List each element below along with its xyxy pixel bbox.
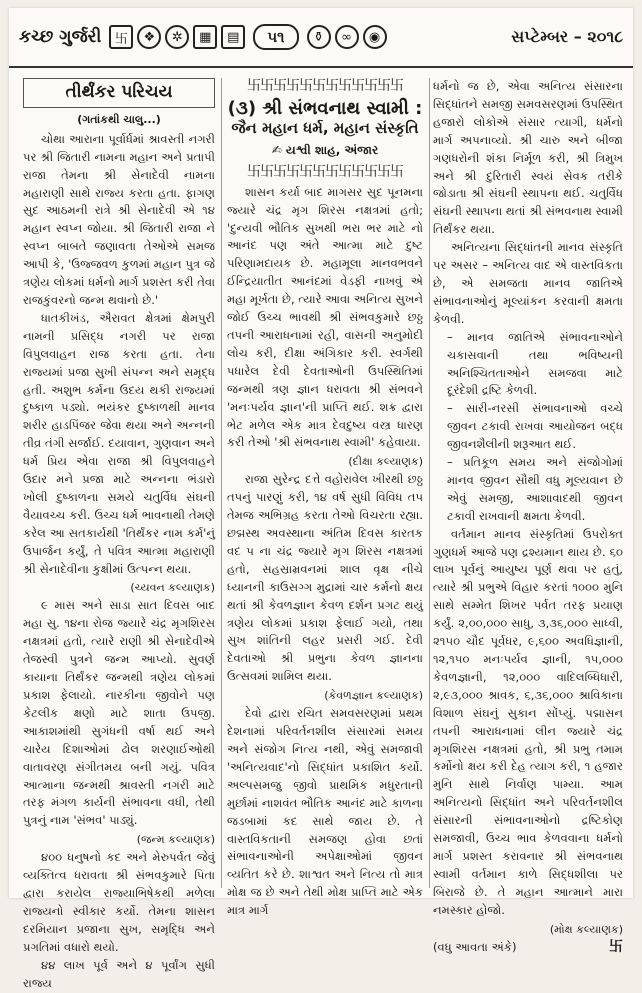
- paragraph: ચોથા આરાના પૂર્વાર્ધમાં શ્રાવસ્તી નગરી પર શ્રી જિતારી નામના મહાન અને પ્રતાપી રાજા તેમના શ્રી સેનાદેવી નામના મહારાણી સાથે રાજ્ય કરતા હતા. ફાગણ સુદ આઠમની રાત્રે શ્રી સેનાદેવી એ ૧૪ મહાન સ્વપ્ન જોયા. શ્રી જિતારી રાજા ને સ્વપ્ન બાબતે જણાવતા તેઓએ સમજ આપી કે, 'ઉજ્જવળ કુળમાં મહાન પુત્ર જે ત્રણેય લોકમાં ધર્મનો માર્ગ પ્રશસ્ત કરી તેવા રાજકુંવરનો જન્મ થવાનો છે.': [23, 131, 215, 307]
- paragraph: શાસન કર્યા બાદ માગસર સુદ પૂનમના જ્યારે ચંદ્ર મૃગ શિરસ નક્ષત્રમાં હતો; 'દુન્યવી ભૌતિક સુખથી ભરા ભર માટે નો આનંદ પણ અંતે આત્મા માટે દુષ્ટ પરિણામદાયક છે. મહામૂલા માનવભવને ઈન્દ્રિયાતીત આનંદમાં વેડફી નાખવું એ મહા મૂર્ખતા છે, ત્યારે આવા અનિત્ય સુખને જોઈ ઉચ્ચ ભાવથી શ્રી સંભવકુમારે છઠ્ઠ તપની આરાધનામાં રહી, વાસની અનુમોદી લોચ કરી, દીક્ષા અંગિકાર કરી. સ્વર્ગથી પધારેલ દેવી દેવતાઓની ઉપસ્થિતિમાં જન્મથી ત્રણ જ્ઞાન ધરાવતા શ્રી સંભવને 'મનઃપર્યવ જ્ઞાન'ની પ્રાપ્તિ થઈ. શક્ર દ્વારા ભેટ મળેલ એક માત્ર દેવદુષ્ય વસ્ત્ર ધારણ કરી તેઓ 'શ્રી સંભવનાથ સ્વામી' કહેવાયા.: [227, 184, 423, 450]
- kalyanak-heading: (દીક્ષા કલ્યાણક): [348, 455, 423, 469]
- swastika-border-bottom: 卐卐卐卐卐卐卐卐卐卐卐卐: [247, 163, 403, 180]
- author-name: યશ્વી શાહ, અંજાર: [285, 142, 379, 157]
- kalyanak-heading: (મોક્ષ કલ્યાણક): [549, 922, 623, 936]
- page-number: ૫૧: [253, 24, 298, 50]
- paragraph: ૪૪ લાખ પૂર્વ અને ૪ પૂર્વાંગ સુધી રાજ્ય: [23, 957, 215, 990]
- fish-pair-icon: ∞: [335, 25, 359, 49]
- paragraph: દેવો દ્વારા રચિત સમવસરણમાં પ્રથમ દેશનામાં પરિવર્તનશીલ સંસારમાં સમય અને સંજોગ નિત્ય નથી, એવું સમજાવી 'અનિત્યવાદ'નો સિદ્ધાંત પ્રકાશિત કર્યો. અલ્પસમજુ જીવો પ્રાથમિક મધુરતાની મુર્છામાં નાશવંત ભૌતિક આનંદ માટે કાળના જડબામાં કદ સાથે જાય છે. તે વાસ્તવિકતાની સમજણ હોવા છતાં સંભાવનાઓની અપેક્ષાઓમાં જીવન વ્યતિત કરે છે. શાશ્વત અને નિત્ય તો માત્ર મોક્ષ જ છે અને તેથી મોક્ષ પ્રાપ્તિ માટે એક માત્ર માર્ગ: [227, 706, 423, 918]
- column-1: [23, 78, 215, 993]
- bhadrasan-icon: ▤: [221, 25, 245, 49]
- pen-icon: ✍: [271, 142, 282, 157]
- kalyanak-heading: (જન્મ કલ્યાણક): [136, 833, 215, 847]
- auspicious-symbols-strip: [109, 24, 505, 50]
- list-item: – માનવ જાતિએ સંભાવનાઓને ચકાસવાની તથા ભવિષ્યની અનિશ્ચિતતાઓને સમજવા માટે દૂરંદેશી દ્રષ્ટિ કેળવી.: [447, 329, 623, 398]
- page-header: [9, 8, 633, 68]
- column-3: [433, 78, 623, 957]
- paragraph: અનિત્યના સિદ્ધાંતની માનવ સંસ્કૃતિ પર અસર – અનિત્ય વાદ એ વાસ્તવિકતા છે, એ સમજતા માનવ જાતિએ સંભાવનાઓનું મૂલ્યાંકન કરવાની ક્ષમતા કેળવી.: [433, 240, 623, 326]
- continued-note: (ગતાંકથી ચાલુ...): [77, 112, 161, 126]
- to-be-continued: (વધુ આવતા અંકે): [433, 939, 517, 954]
- section-title-box: તીર્થંકર પરિચય: [23, 78, 215, 108]
- paragraph: વર્તમાન માનવ સંસ્કૃતિમાં ઉપરોક્ત ગુણધર્મ આજે પણ દ્રશ્યમાન થાય છે. ૬૦ લાખ પૂર્વનું આયુષ્ય પૂર્ણ થવા પર હતું, ત્યારે શ્રી પ્રભુએ વિહાર કરતાં ૧૦૦૦ મુનિ સાથે સમ્મેત શિખર પર્વત તરફ પ્રયાણ કર્યું. ૨,૦૦,૦૦૦ સાધુ, ૩,૩૬,૦૦૦ સાધ્વી, ૨૧૫૦ ચૌદ પૂર્વધર, ૯,૬૦૦ અવધિજ્ઞાની, ૧૨,૧૫૦ મનઃપર્યવ જ્ઞાની, ૧૫,૦૦૦ કેવળજ્ઞાની, ૧૨,૦૦૦ વાદિલબ્ધિધારી, ૨,૯૩,૦૦૦ શ્રાવક, ૬,૩૬,૦૦૦ શ્રાવિકાના વિશાળ સંઘનું સુકાન સોંપ્યું. પદ્માસન તપની આરાધનામાં લીન જ્યારે ચંદ્ર મૃગશિરસ નક્ષત્રમાં હતો, શ્રી પ્રભુ તમામ કર્મોનો ક્ષય કરી દેહ ત્યાગ કરી, ૧ હજાર મુનિ સાથે નિર્વાણ પામ્યા. આમ અનિત્યનો સિદ્ધાંત અને પરિવર્તનશીલ સંસારની સંભાવનાઓનો દ્રષ્ટિકોણ સમજાવી, ઉચ્ચ ભાવ કેળવવાના ધર્મનો માર્ગ પ્રશસ્ત કરાવનાર શ્રી સંભવનાથ સ્વામી વર્તમાન કાળે સિદ્ધશીલા પર બિરાજે છે. તે મહાન આત્માને મારા નમસ્કાર હોજો.: [433, 526, 623, 917]
- magazine-page: [9, 8, 633, 990]
- column-2: [227, 78, 423, 920]
- article-subtitle: જૈન મહાન ધર્મ, મહાન સંસ્કૃતિ: [231, 118, 419, 137]
- list-item: – પ્રતિકૂળ સમય અને સંજોગોમાં માનવ જીવન સૌથી વધુ મૂલ્યવાન છે એવું સમજી, આશાવાદથી જીવન ટકાવી રાખવાની ક્ષમતા કેળવી.: [447, 455, 623, 523]
- srivatsa-icon: ❖: [137, 25, 161, 49]
- paragraph: ૪૦૦ ધનુષનો કદ અને મેરુપર્વત જેવું વ્યક્તિત્વ ધરાવતા શ્રી સંભવકુમારે પિતા દ્વારા કરાયેલ રાજ્યાભિષેકથી મળેલા રાજ્યનો સ્વીકાર કર્યો. તેમના શાસન દરમિયાન પ્રજાના સુખ, સમૃદ્ધિ અને પ્રગતિમાં વધારો થયો.: [23, 850, 215, 954]
- kalyanak-heading: (ચ્યવન કલ્યાણક): [130, 581, 215, 595]
- swastika-icon: 卐: [109, 25, 133, 49]
- nandyavart-icon: ✲: [165, 25, 189, 49]
- mirror-icon: ◉: [363, 25, 387, 49]
- issue-date: સપ્ટેમ્બર – ૨૦૧૮: [511, 27, 623, 46]
- swastika-border-top: 卐卐卐卐卐卐卐卐卐卐卐卐: [247, 78, 403, 94]
- kalyanak-heading: (કેવળજ્ઞાન કલ્યાણક): [324, 689, 423, 703]
- list-item: – સારી-નરસી સંભાવનાઓ વચ્ચે જીવન ટકાવી રાખવા આયોજન બદ્ધ જીવનશૈલીની શરૂઆત થઈ.: [447, 401, 623, 452]
- end-swastika-icon: 卐: [609, 938, 623, 955]
- article-title: (૩) શ્રી સંભવનાથ સ્વામી :: [227, 98, 423, 119]
- continued-footer: [433, 939, 623, 957]
- paragraph: ૯ માસ અને સાડા સાત દિવસ બાદ મહા સુ. ૧૪ના રોજ જ્યારે ચંદ્ર મૃગશિરસ નક્ષત્રમાં હતો, ત્યારે રાણી શ્રી સેનાદેવીએ તેજસ્વી પુત્રને જન્મ આપ્યો. સુવર્ણ કાયાના તિર્થંકર જન્મથી ત્રણેય લોકમાં પ્રકાશ ફેલાયો. નારકીના જીવોને પણ કેટલીક ક્ષણો માટે શાતા ઉપજી. આકાશમાંથી સુગંધની વર્ષા થઈ અને ચારેય દિશાઓમાં ઢોલ શરણાઈઓથી વાતાવરણ સંગીતમય બની ગયું. પવિત્ર આત્માના જન્મથી શ્રાવસ્તી નગરી માટે તરફ મંગળ કાર્યની સંભાવના વધી, તેથી પુત્રનું નામ 'સંભવ' પાડ્યું.: [23, 598, 215, 828]
- magazine-name: કચ્છ ગુર્જરી: [19, 27, 102, 47]
- paragraph: ધાતકીખંડ, ઐરાવત ક્ષેત્રમાં ક્ષેમપુરી નામની પ્રસિદ્ધ નગરી પર રાજા વિપુલવાહન રાજ કરતા હતા. તેના રાજ્યમાં પ્રજા સુખી સંપન્ન અને સમૃદ્ધ હતી. અશુભ કર્મના ઉદય થકી રાજ્યમાં દુષ્કાળ પડ્યો. ભયંકર દુષ્કાળથી માનવ શરીર હાડપિંજર જેવા થયા અને અન્નની તીવ્ર તંગી સર્જાઈ. દયાવાન, ગુણવાન અને ધર્મ પ્રિય એવા રાજા શ્રી વિપુલવાહને ઉદાર મને પ્રજા માટે અન્નના ભંડારો ખોલી દુષ્કાળના સમયે ચતુર્વિધ સંઘની વૈયાવચ્ચ કરી. ઉચ્ચ ધર્મ ભાવનાથી તેમણે કરેલ આ સતકાર્યથી 'તિર્થંકર નામ કર્મ'નું ઉપાર્જન કર્યું, તે પવિત્ર આત્મા મહારાણી શ્રી સેનાદેવીના કુક્ષીમાં ઉત્પન્ન થયા.: [23, 310, 215, 576]
- paragraph: રાજા સુરેન્દ્ર દત્તે વહોરાવેલ ખીરથી છઠ્ઠ તપનું પારણું કરી, ૧૪ વર્ષ સુધી વિવિધ તપ તેમજ અભિગ્રહ કરતા તેઓ વિચરતા રહ્યા. છદ્મસ્થ અવસ્થાના અંતિમ દિવસ કારતક વદ પ ના ચંદ્ર જ્યારે મૃગ શિરસ નક્ષત્રમાં હતો, સહસ્રામ્રવનમાં શાલ વૃક્ષ નીચે ધ્યાનની કાઉસગ્ગ મુદ્રામાં ચાર કર્મનો ક્ષય થતાં શ્રી કેવળજ્ઞાન કેવળ દર્શન પ્રગટ થયું ત્રણેય લોકમાં પ્રકાશ ફેલાઈ ગયો, તથા સુખ શાંતિની લહર પ્રસરી ગઈ. દેવી દેવતાઓ શ્રી પ્રભુના કેવળ જ્ઞાનના ઉત્સવમાં શામિલ થયા.: [227, 472, 423, 684]
- author-line: [227, 142, 423, 160]
- kalash-icon: ⚱: [307, 25, 331, 49]
- throne-icon: ▦: [193, 25, 217, 49]
- paragraph: ધર્મનો જ છે, એવા અનિત્ય સંસારના સિદ્ધાંતને સમજી સમવસરણમાં ઉપસ્થિત હજારો લોકોએ સંસાર ત્યાગી, ધર્મનો માર્ગ અપનાવ્યો. શ્રી ચારુ અને બીજા ગણધરોની શંકા નિર્મૂળ કરી, શ્રી ત્રિમુખ અને શ્રી દુરિતારી સ્વયં સેવક તરીકે જોડાતા શ્રી સંઘની સ્થાપના થઈ. ચતુર્વિધ સંઘની સ્થાપના થતાં શ્રી સંભવનાથ સ્વામી તિર્થંકર થયા.: [433, 79, 623, 237]
